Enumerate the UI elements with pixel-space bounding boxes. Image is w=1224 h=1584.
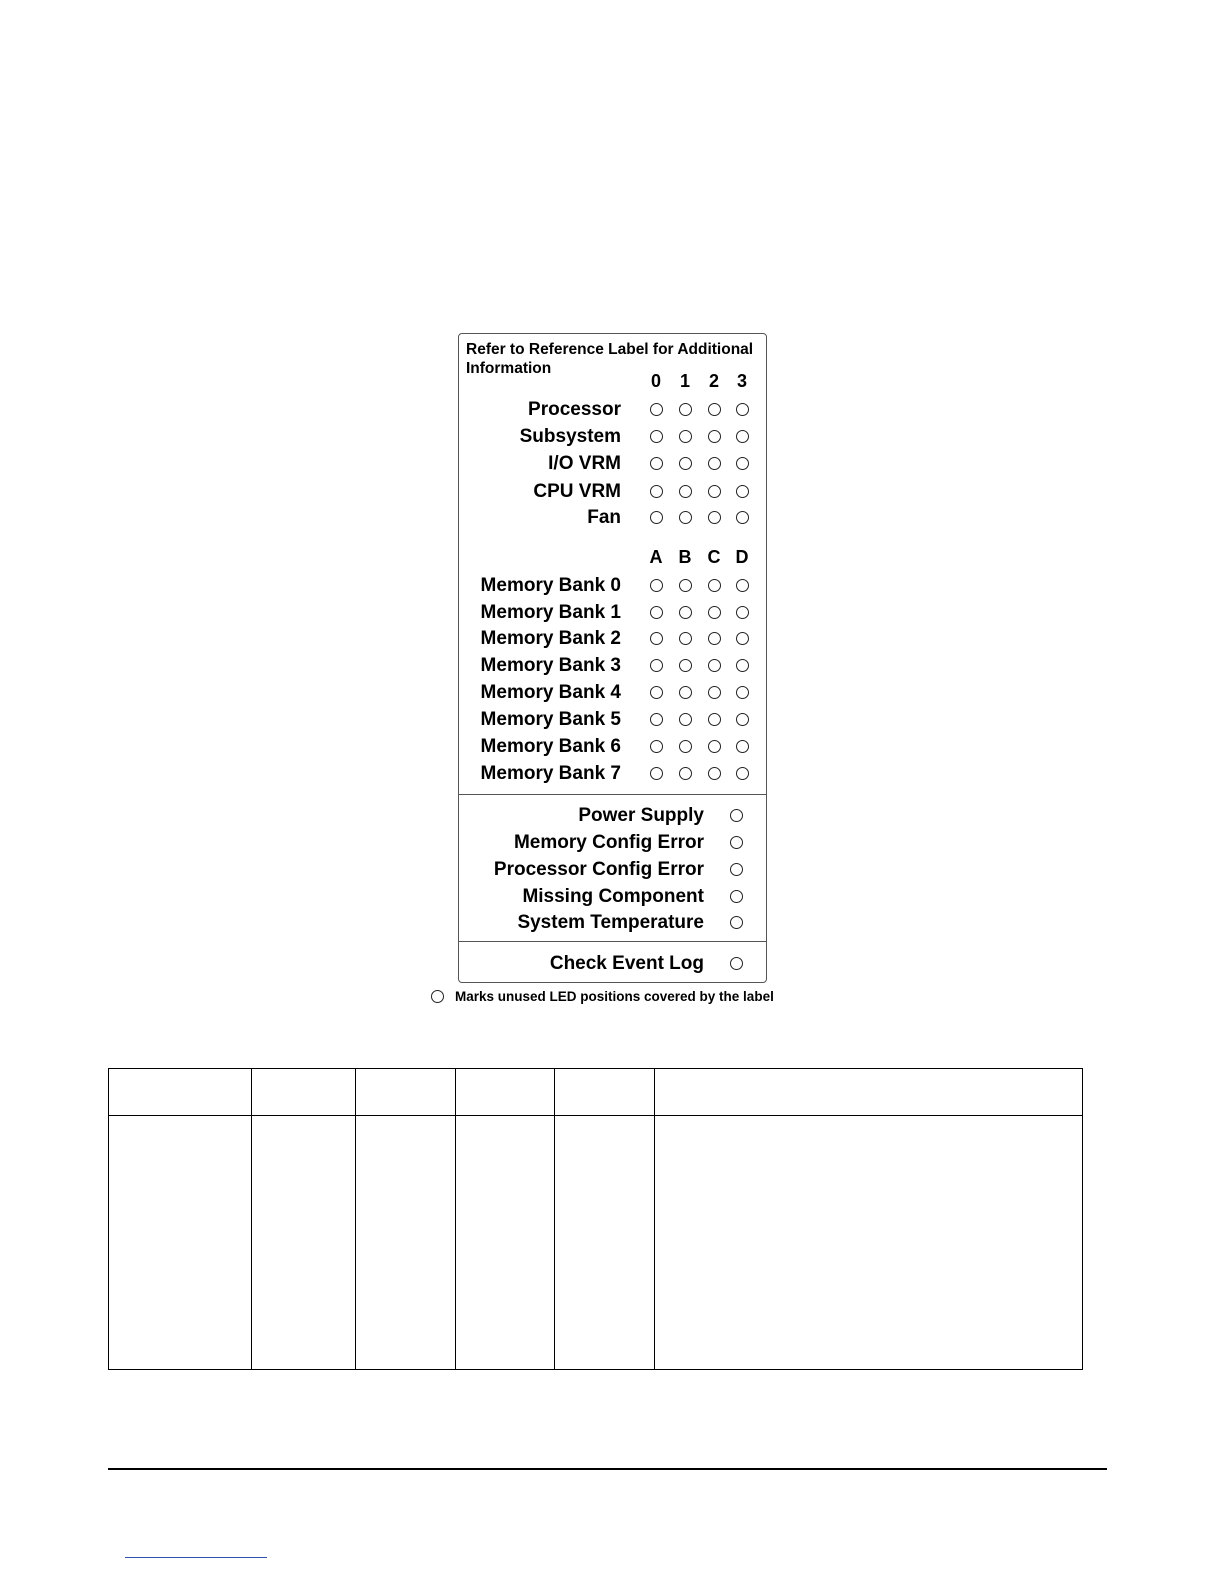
row-label: Memory Bank 0 [480,575,621,596]
led-icon [708,740,721,753]
table-row [109,1116,1083,1370]
table-cell [655,1116,1083,1370]
row-label: Subsystem [519,426,621,447]
row-label: Memory Bank 7 [480,763,621,784]
row-label: I/O VRM [548,453,621,474]
table-cell [356,1116,456,1370]
diagnostic-label-panel [458,333,767,983]
led-icon [736,457,749,470]
led-icon [730,809,743,822]
led-icon [650,686,663,699]
unused-led-marker-icon [431,990,444,1003]
led-icon [679,485,692,498]
row-label: Memory Bank 2 [480,628,621,649]
led-icon [679,659,692,672]
table-cell [655,1069,1083,1116]
column-header-A: A [649,547,663,567]
led-icon [650,403,663,416]
led-icon [650,740,663,753]
column-header-3: 3 [736,371,747,391]
table-cell [252,1116,356,1370]
led-icon [736,686,749,699]
table-cell [109,1069,252,1116]
led-icon [736,579,749,592]
led-icon [736,767,749,780]
led-icon [730,957,743,970]
led-icon [679,430,692,443]
led-icon [650,579,663,592]
panel-header: Refer to Reference Label for Additional Information [466,341,754,377]
column-header-C: C [707,547,721,567]
led-icon [730,863,743,876]
led-icon [736,713,749,726]
led-icon [679,579,692,592]
row-label: Processor Config Error [493,859,704,880]
led-icon [708,606,721,619]
column-header-D: D [735,547,749,567]
led-icon [650,659,663,672]
table-cell [356,1069,456,1116]
led-icon [708,403,721,416]
led-icon [736,430,749,443]
led-icon [679,632,692,645]
led-icon [736,740,749,753]
row-label: Power Supply [578,805,704,826]
column-header-2: 2 [708,371,719,391]
led-icon [679,511,692,524]
led-icon [736,485,749,498]
led-icon [708,659,721,672]
led-icon [679,403,692,416]
led-icon [708,686,721,699]
led-icon [679,686,692,699]
row-label: Processor [528,399,621,420]
led-icon [679,606,692,619]
table-cell [555,1116,655,1370]
row-label: Memory Bank 5 [480,709,621,730]
row-label: Memory Config Error [513,832,704,853]
led-icon [650,485,663,498]
footer-link-underline [125,1557,267,1558]
legend [431,989,774,1004]
led-icon [736,511,749,524]
led-icon [708,579,721,592]
led-icon [708,485,721,498]
led-icon [679,767,692,780]
led-icon [708,632,721,645]
row-label: Missing Component [522,886,704,907]
table-cell [456,1069,555,1116]
led-icon [736,659,749,672]
table-header-row [109,1069,1083,1116]
led-icon [708,713,721,726]
table-cell [456,1116,555,1370]
panel-divider [459,941,766,942]
row-label: Memory Bank 3 [480,655,621,676]
led-icon [736,403,749,416]
row-label: Memory Bank 6 [480,736,621,757]
led-icon [730,890,743,903]
table-cell [555,1069,655,1116]
led-icon [679,740,692,753]
row-label: Memory Bank 1 [480,602,621,623]
legend-text: Marks unused LED positions covered by the label [455,989,774,1004]
column-header-1: 1 [679,371,690,391]
table-cell [252,1069,356,1116]
led-icon [650,606,663,619]
led-icon [708,430,721,443]
led-icon [650,713,663,726]
led-icon [650,457,663,470]
led-icon [730,836,743,849]
led-icon [679,457,692,470]
panel-divider [459,794,766,795]
led-icon [679,713,692,726]
row-label: Memory Bank 4 [480,682,621,703]
row-label: CPU VRM [533,481,621,502]
led-icon [650,632,663,645]
led-icon [736,632,749,645]
led-icon [730,916,743,929]
led-icon [708,511,721,524]
led-icon [650,511,663,524]
table-cell [109,1116,252,1370]
column-header-0: 0 [650,371,661,391]
row-label: System Temperature [517,912,704,933]
led-icon [708,457,721,470]
row-label: Fan [587,507,621,528]
led-icon [650,767,663,780]
led-icon [650,430,663,443]
column-header-B: B [678,547,692,567]
row-label: Check Event Log [549,953,704,974]
footer-rule [108,1468,1107,1470]
blank-table [108,1068,1083,1370]
led-icon [708,767,721,780]
led-icon [736,606,749,619]
